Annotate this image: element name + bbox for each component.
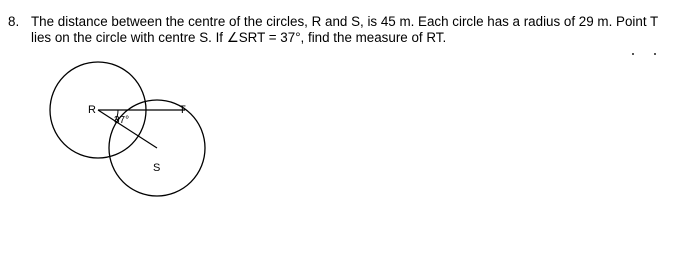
question-line-2: lies on the circle with centre S. If ∠SRT = 37°, find the measure of RT.	[31, 30, 447, 45]
question-number: 8.	[8, 14, 20, 29]
angle-label: 37°	[114, 115, 130, 126]
label-s: S	[153, 162, 161, 174]
question-line-1: The distance between the centre of the circles, R and S, is 45 m. Each circle has a radius of 29 m. Point T	[31, 14, 659, 29]
label-r: R	[88, 104, 96, 116]
label-t: T	[179, 104, 186, 116]
